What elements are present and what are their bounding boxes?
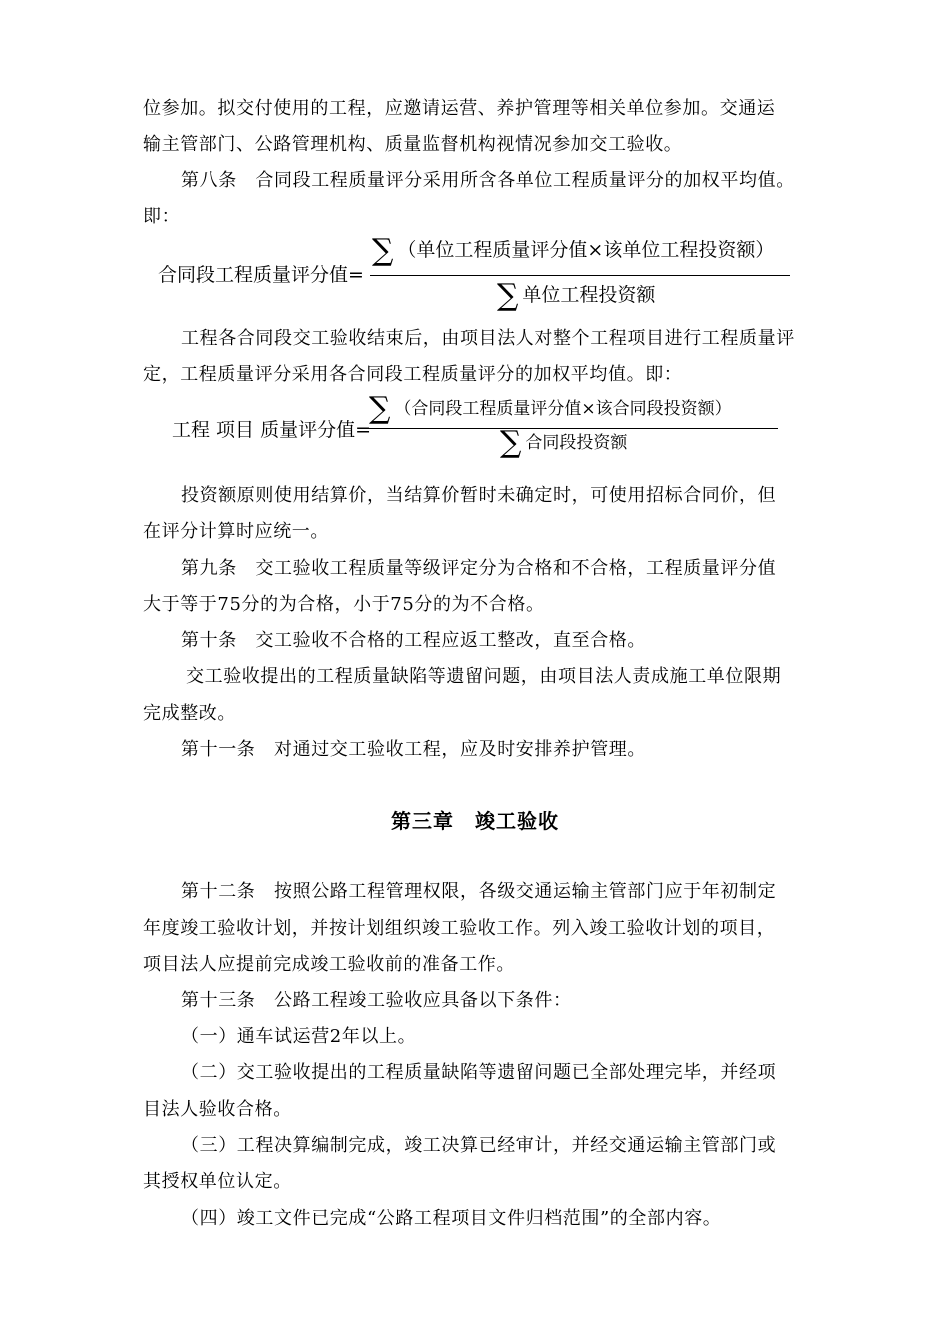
- list-item: （三）工程决算编制完成，竣工决算已经审计，并经交通运输主管部门或: [181, 1135, 777, 1156]
- article-13: 第十三条 公路工程竣工验收应具备以下条件：: [181, 990, 572, 1011]
- paragraph-line: 目法人验收合格。: [143, 1099, 292, 1120]
- paragraph-line: 即：: [143, 206, 181, 227]
- paragraph-line: 年度竣工验收计划，并按计划组织竣工验收工作。列入竣工验收计划的项目，: [143, 918, 776, 939]
- numerator-text: （单位工程质量评分值×该单位工程投资额）: [397, 239, 775, 261]
- denominator-text: 单位工程投资额: [522, 284, 656, 306]
- formula-numerator: [372, 235, 774, 266]
- paragraph-line: 其授权单位认定。: [143, 1171, 292, 1192]
- paragraph-line: 工程各合同段交工验收结束后，由项目法人对整个工程项目进行工程质量评: [181, 328, 795, 349]
- formula-numerator: [369, 391, 732, 426]
- sigma-symbol: ∑: [497, 278, 519, 313]
- paragraph-line: 大于等于75分的为合格，小于75分的为不合格。: [143, 594, 545, 615]
- list-item: （四）竣工文件已完成“公路工程项目文件归档范围”的全部内容。: [181, 1208, 722, 1229]
- sigma-symbol: ∑: [369, 391, 391, 426]
- numerator-text: （合同段工程质量评分值×该合同段投资额）: [394, 399, 732, 419]
- paragraph-line: 定，工程质量评分采用各合同段工程质量评分的加权平均值。即：: [143, 364, 683, 385]
- denominator-text: 合同段投资额: [525, 433, 628, 453]
- article-10: 第十条 交工验收不合格的工程应返工整改，直至合格。: [181, 630, 646, 651]
- paragraph-line: 投资额原则使用结算价，当结算价暂时未确定时，可使用招标合同价，但: [181, 485, 777, 506]
- article-9: 第九条 交工验收工程质量等级评定分为合格和不合格，工程质量评分值: [181, 558, 777, 579]
- list-item: （一）通车试运营2年以上。: [181, 1026, 417, 1047]
- formula-lhs: 工程 项目 质量评分值=: [172, 419, 371, 441]
- formula-lhs: 合同段工程质量评分值=: [158, 264, 364, 286]
- sigma-symbol: ∑: [372, 233, 394, 268]
- fraction-bar: [370, 275, 790, 276]
- article-8: 第八条 合同段工程质量评分采用所含各单位工程质量评分的加权平均值。: [181, 170, 795, 191]
- article-11: 第十一条 对通过交工验收工程，应及时安排养护管理。: [181, 739, 646, 760]
- formula-denominator: [497, 280, 655, 311]
- sigma-symbol: ∑: [500, 425, 522, 460]
- list-item: （二）交工验收提出的工程质量缺陷等遗留问题已全部处理完毕，并经项: [181, 1062, 777, 1083]
- formula-denominator: [500, 425, 628, 460]
- paragraph-line: 项目法人应提前完成竣工验收前的准备工作。: [143, 954, 515, 975]
- article-12: 第十二条 按照公路工程管理权限，各级交通运输主管部门应于年初制定: [181, 881, 777, 902]
- paragraph-line: 在评分计算时应统一。: [143, 521, 329, 542]
- paragraph-line: 输主管部门、公路管理机构、质量监督机构视情况参加交工验收。: [143, 134, 683, 155]
- paragraph-line: 位参加。拟交付使用的工程，应邀请运营、养护管理等相关单位参加。交通运: [143, 98, 776, 119]
- chapter-heading: 第三章 竣工验收: [391, 809, 559, 833]
- paragraph-line: 交工验收提出的工程质量缺陷等遗留问题，由项目法人责成施工单位限期: [186, 666, 782, 687]
- paragraph-line: 完成整改。: [143, 703, 236, 724]
